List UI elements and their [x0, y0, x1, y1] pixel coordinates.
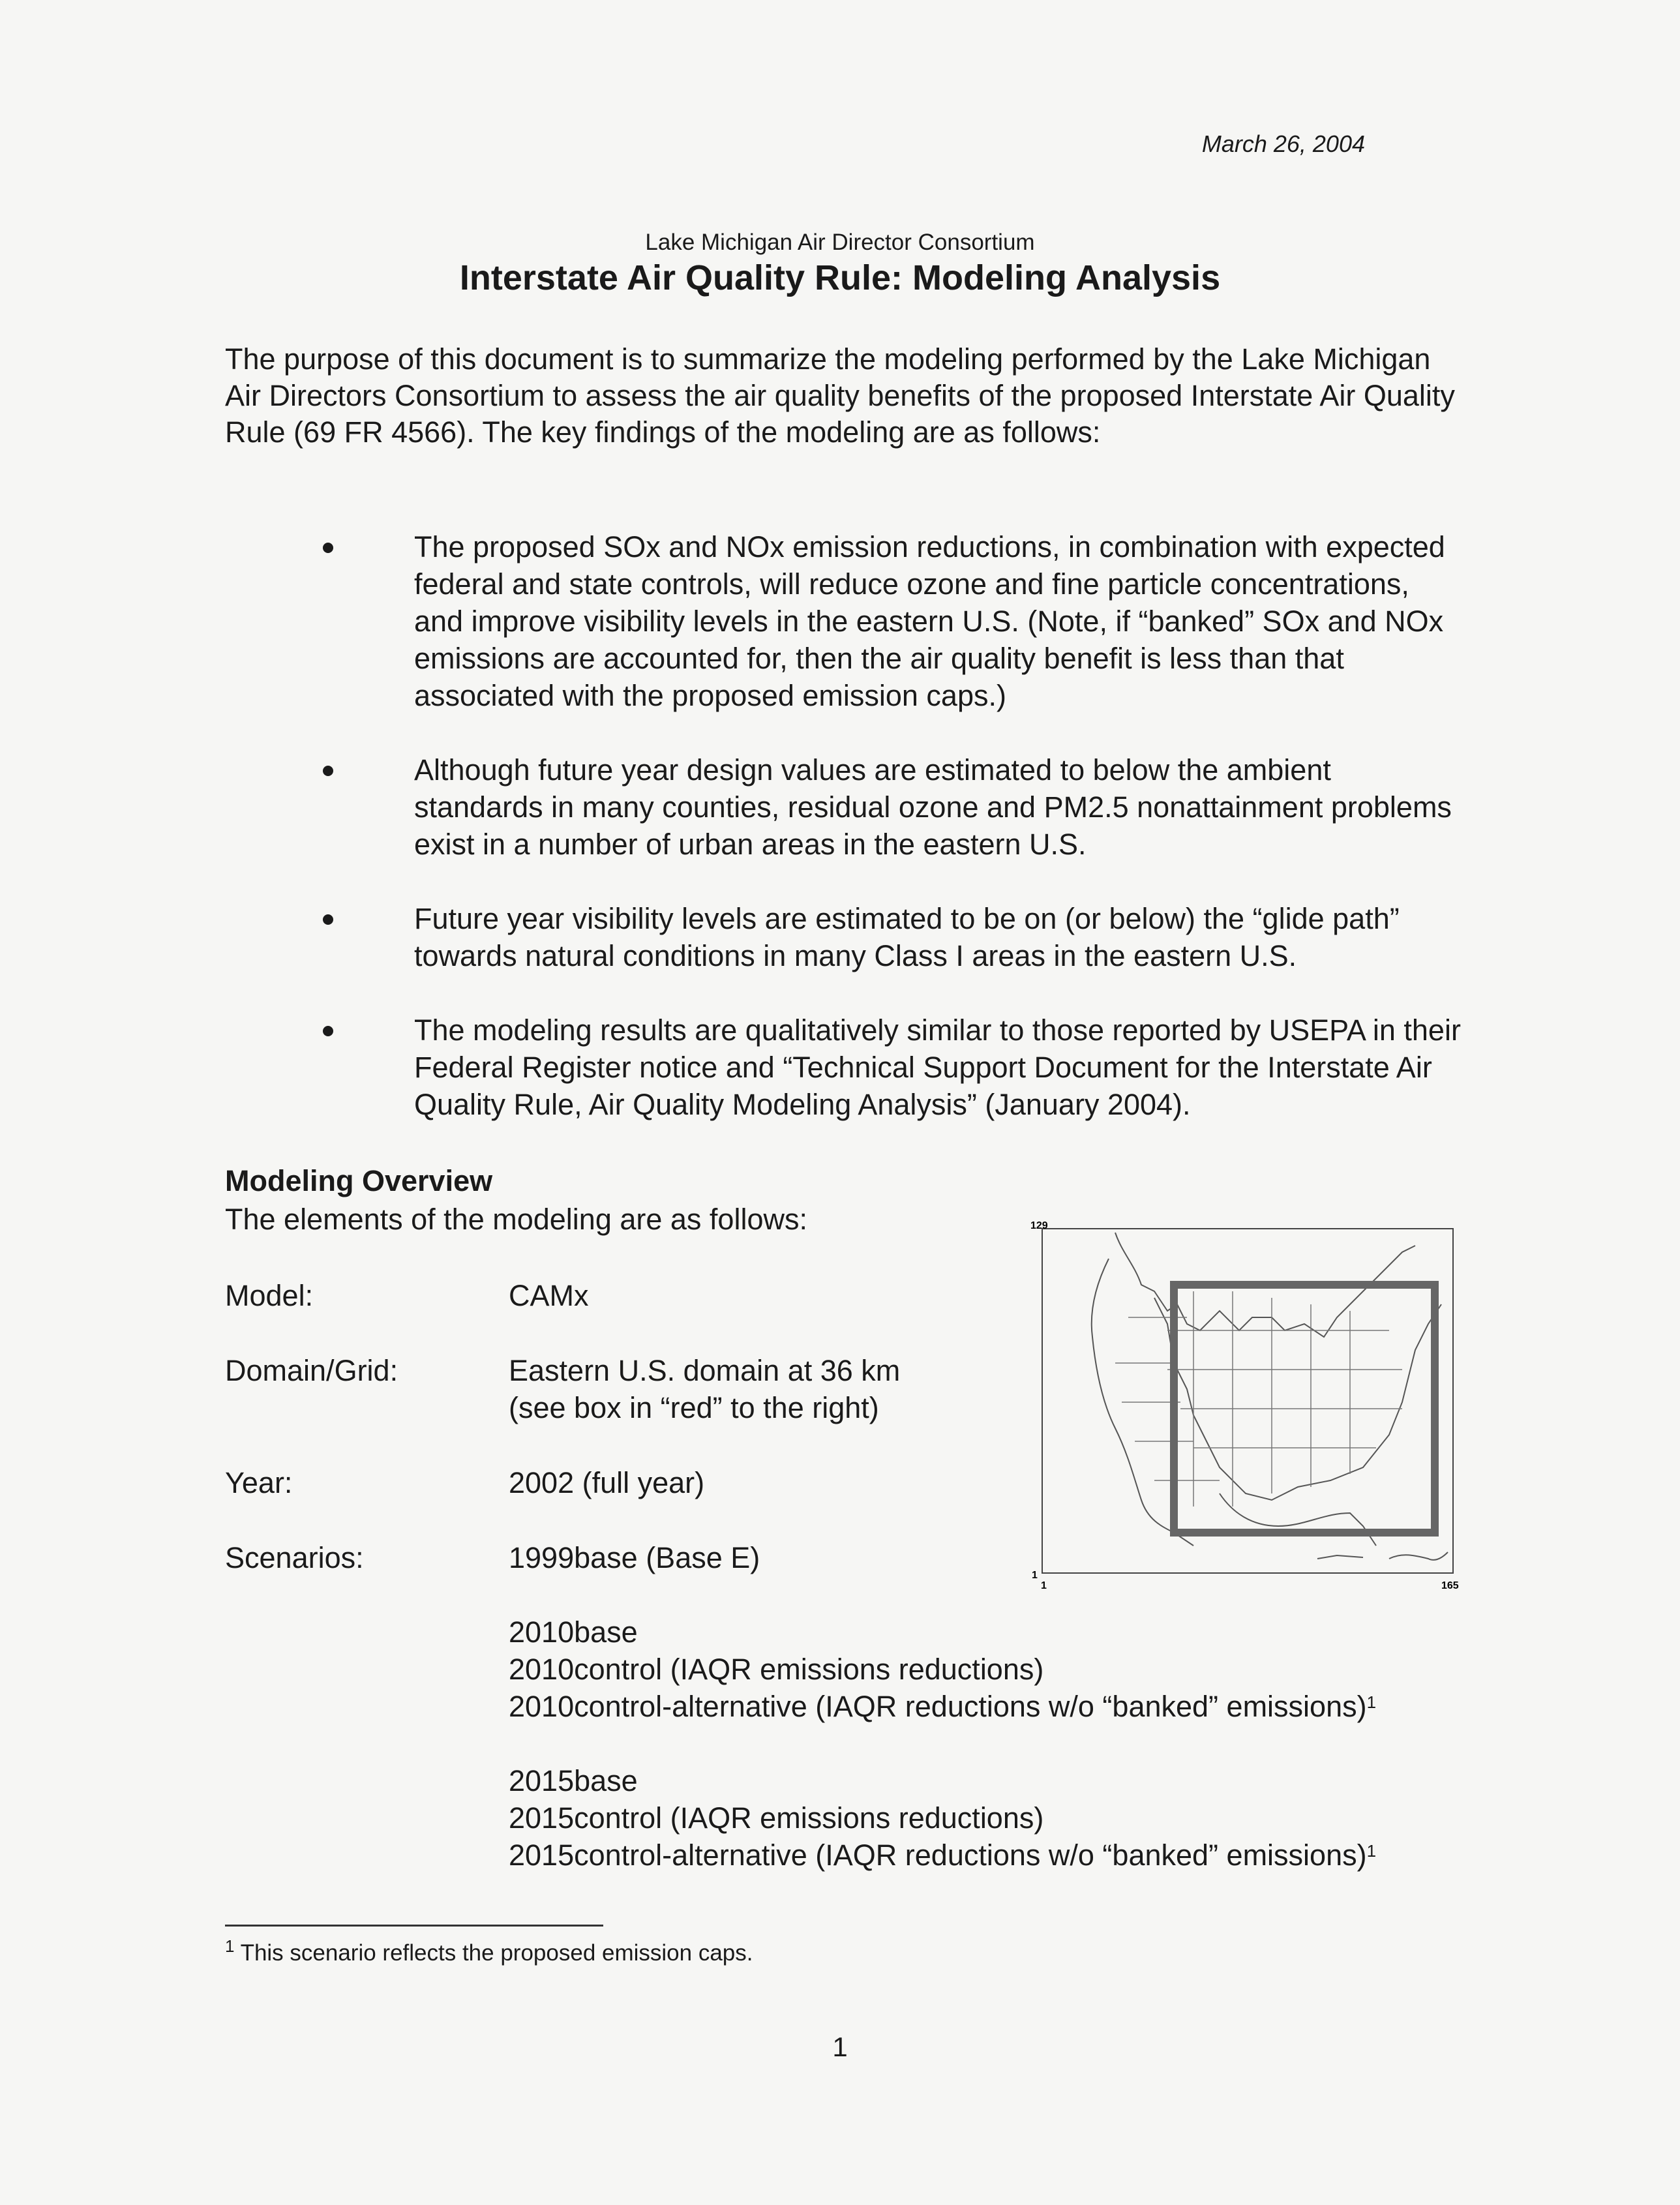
section-lead: The elements of the modeling are as follows: [225, 1203, 807, 1236]
scenario-item: 2010base [509, 1615, 638, 1649]
finding-item [225, 900, 1464, 974]
footnote [225, 1936, 753, 1966]
page-number: 1 [832, 2032, 848, 2062]
map-tick-top-left: 129 [1030, 1220, 1048, 1231]
us-domain-map [1024, 1220, 1461, 1591]
year-label: Year: [225, 1466, 293, 1499]
scenarios-label: Scenarios: [225, 1541, 364, 1574]
finding-item [225, 751, 1464, 863]
organization-name: Lake Michigan Air Director Consortium [645, 230, 1035, 255]
domain-value-line1: Eastern U.S. domain at 36 km [509, 1354, 901, 1387]
section-heading: Modeling Overview [225, 1164, 493, 1197]
map-tick-bottom-left-x: 1 [1041, 1580, 1047, 1591]
finding-text: The proposed SOx and NOx emission reductions, in combination with expected federal and state controls, will reduce ozone and fine particle concentrations, and improve visibility levels in the eastern U.S. (Note, if “banked” SOx and NOx emissions are accounted for, then the air quality benefit is less than that associated with the proposed emission caps.) [414, 530, 1445, 712]
footnote-divider [225, 1925, 603, 1927]
document-title: Interstate Air Quality Rule: Modeling Analysis [459, 258, 1221, 297]
year-value: 2002 (full year) [509, 1466, 705, 1499]
map-tick-bottom-right: 165 [1441, 1580, 1459, 1591]
footnote-marker: 1 [225, 1936, 235, 1956]
key-findings-list [225, 528, 1464, 1160]
footnote-ref: 1 [1366, 1692, 1377, 1712]
bullet-icon [323, 543, 333, 553]
finding-text: Future year visibility levels are estimated to be on (or below) the “glide path” towards natural conditions in many Class I areas in the eastern U.S. [414, 902, 1400, 972]
finding-text: Although future year design values are estimated to below the ambient standards in many counties, residual ozone and PM2.5 nonattainment problems exist in a number of urban areas in the eastern U.S. [414, 753, 1452, 861]
map-tick-bottom-left-y: 1 [1032, 1570, 1038, 1581]
scenario-item: 1999base (Base E) [509, 1541, 760, 1574]
model-value: CAMx [509, 1279, 589, 1312]
scenario-item-footnoted [509, 1837, 1376, 1874]
scenario-item: 2010control-alternative (IAQR reductions w/o “banked” emissions) [509, 1690, 1367, 1723]
scenario-item: 2015control-alternative (IAQR reductions w/o “banked” emissions) [509, 1838, 1367, 1872]
scenario-item-footnoted [509, 1688, 1376, 1725]
domain-label: Domain/Grid: [225, 1354, 398, 1387]
bullet-icon [323, 1026, 333, 1036]
model-label: Model: [225, 1279, 314, 1312]
finding-text: The modeling results are qualitatively similar to those reported by USEPA in their Federal Register notice and “Technical Support Document for the Interstate Air Quality Rule, Air Quality Modeling Analysis” (January 2004). [414, 1013, 1461, 1121]
domain-map-figure [1024, 1220, 1461, 1591]
intro-paragraph: The purpose of this document is to summarize the modeling performed by the Lake Michigan Air Directors Consortium to assess the air quality benefits of the proposed Interstate Air Quality Rule (69 FR 4566). The key findings of the modeling are as follows: [225, 342, 1455, 449]
domain-value-line2: (see box in “red” to the right) [509, 1391, 879, 1424]
scenario-item: 2015control (IAQR emissions reductions) [509, 1801, 1044, 1835]
footnote-text: This scenario reflects the proposed emission caps. [240, 1940, 753, 1966]
bullet-icon [323, 914, 333, 925]
bullet-icon [323, 766, 333, 776]
finding-item [225, 528, 1464, 714]
finding-item [225, 1012, 1464, 1123]
footnote-ref: 1 [1366, 1841, 1377, 1861]
scenario-item: 2015base [509, 1764, 638, 1797]
scenario-item: 2010control (IAQR emissions reductions) [509, 1653, 1044, 1686]
document-date: March 26, 2004 [1201, 130, 1365, 157]
